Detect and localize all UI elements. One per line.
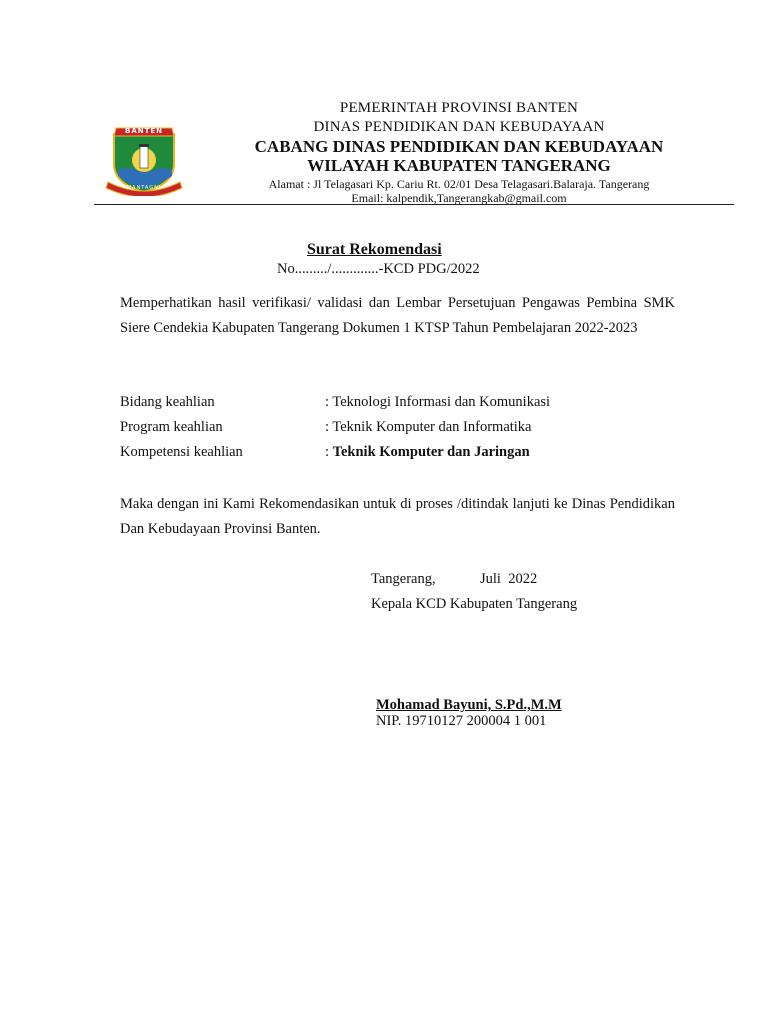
letterhead-divider [94, 204, 734, 205]
letterhead-line-4: WILAYAH KABUPATEN TANGERANG [307, 156, 611, 175]
field-value-kompetensi [325, 444, 530, 461]
signature-position: Kepala KCD Kabupaten Tangerang [371, 596, 578, 612]
letter-title: Surat Rekomendasi [307, 241, 442, 258]
field-value-program: : Teknik Komputer dan Informatika [325, 419, 532, 435]
field-label-kompetensi: Kompetensi keahlian [120, 444, 243, 460]
field-value-kompetensi-text: Teknik Komputer dan Jaringan [332, 444, 530, 460]
field-label-bidang: Bidang keahlian [120, 394, 215, 410]
signature-place: Tangerang, [371, 571, 436, 587]
field-value-bidang: : Teknologi Informasi dan Komunikasi [325, 394, 551, 410]
signatory-name: Mohamad Bayuni, S.Pd.,M.M [376, 697, 562, 713]
banten-logo [102, 124, 186, 196]
intro-paragraph: Memperhatikan hasil verifikasi/ validasi dan Lembar Persetujuan Pengawas Pembina SMK Siere Cendekia Kabupaten Tangerang Dokumen 1 KTSP Tahun Pembelajaran 2022-2023 [120, 295, 675, 336]
logo-top-banner-text: BANTEN [124, 127, 164, 135]
letterhead-email: Email: kalpendik,Tangerangkab@gmail.com [351, 191, 567, 205]
field-label-program: Program keahlian [120, 419, 223, 435]
signatory-nip: NIP. 19710127 200004 1 001 [376, 713, 547, 729]
letterhead-line-3: CABANG DINAS PENDIDIKAN DAN KEBUDAYAAN [254, 137, 664, 156]
letter-number: No........./.............-KCD PDG/2022 [277, 261, 480, 277]
closing-paragraph: Maka dengan ini Kami Rekomendasikan untuk di proses /ditindak lanjuti ke Dinas Pendidikan Dan Kebudayaan Provinsi Banten. [120, 496, 675, 537]
letterhead-line-1: PEMERINTAH PROVINSI BANTEN [339, 100, 579, 116]
logo-bottom-banner-text: MANTAGNI [126, 185, 162, 191]
letterhead-line-2: DINAS PENDIDIKAN DAN KEBUDAYAAN [313, 119, 605, 135]
field-value-prefix: : [325, 444, 333, 460]
signature-date: Juli 2022 [480, 571, 538, 587]
letterhead-address: Alamat : Jl Telagasari Kp. Cariu Rt. 02/01 Desa Telagasari.Balaraja. Tangerang [268, 177, 650, 191]
